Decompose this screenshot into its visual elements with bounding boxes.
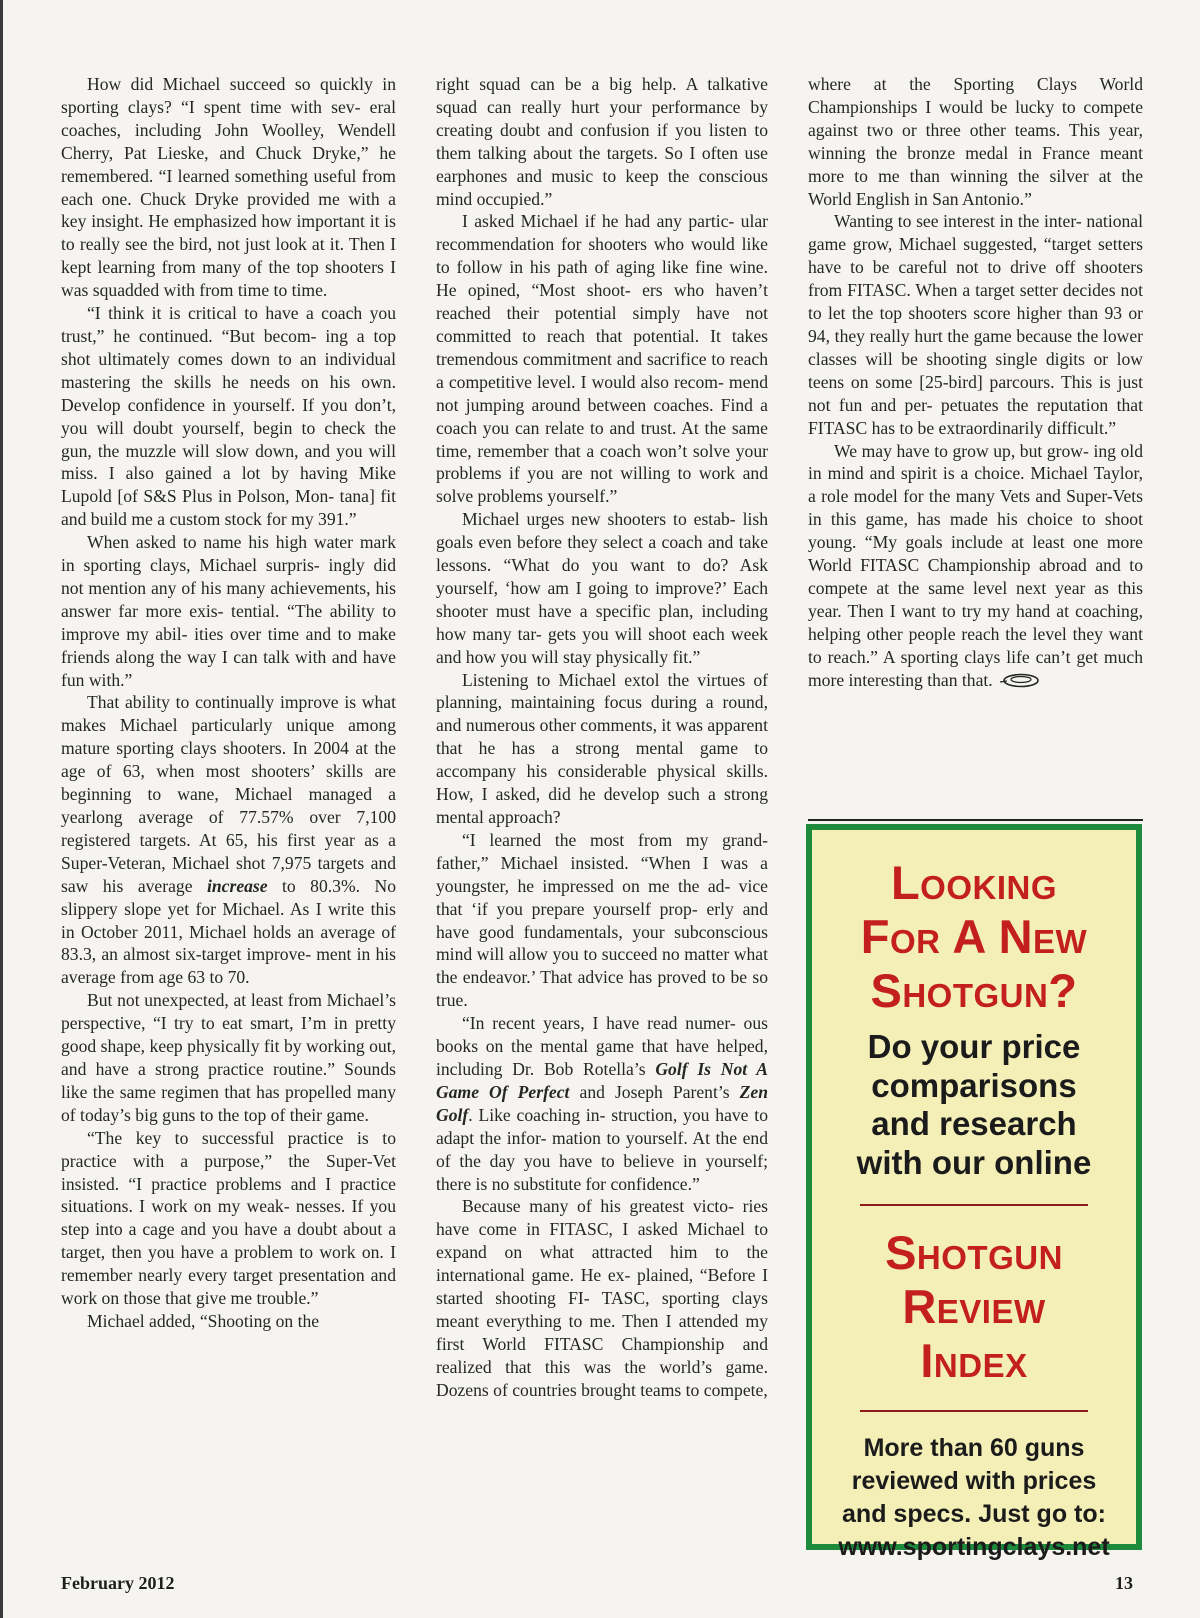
ad-headline-line: Shotgun? — [870, 964, 1078, 1017]
book-title: Zen Golf — [436, 1081, 768, 1125]
column-rule — [808, 819, 1143, 821]
ad-headline-line: Looking — [890, 856, 1058, 909]
paragraph: I asked Michael if he had any partic- ular recommendation for shooters who would like to follow in his path of aging like fine wine. He opined, “Most shoot- ers who haven’t reached their potential simply have not committed to reach that potential. It takes tremendous commitment and sacrifice to reach a competitive level. I would also recom- mend not jumping around between coaches. Find a coach you can relate to and trust. At the same time, remember that a coach won’t solve your problems if you are not willing to work and solve problems yourself.” — [436, 211, 768, 507]
paragraph: “I think it is critical to have a coach you trust,” he continued. “But becom- ing a top shot ultimately comes down to an individual mastering the skills he needs on his own. Develop confidence in yourself. If you don’t, you will doubt yourself, begin to check the gun, the muzzle will slow down, and you will miss. I also gained a lot by having Mike Lupold [of S&S Plus in Polson, Mon- tana] fit and build me a custom stock for my 391.” — [61, 303, 396, 530]
paragraph: Michael urges new shooters to estab- lish goals even before they select a coach and take lessons. “What do you want to do? Ask yourself, ‘how am I going to improve?’ Each shooter must have a specific plan, including how many tar- gets you will shoot each week and how you will stay physically fit.” — [436, 509, 768, 667]
ad-footer-line: and specs. Just go to: — [842, 1500, 1106, 1528]
paragraph-text: . Like coaching in- struction, you have to adapt the infor- mation to yourself. At the end of the day you have to believe in yourself; there is no substitute for confidence.” — [436, 1104, 768, 1194]
issue-date: February 2012 — [61, 1573, 175, 1593]
ad-headline-line: For A New — [860, 910, 1088, 963]
emphasis-text: increase — [206, 875, 268, 896]
paragraph: Listening to Michael extol the virtues of planning, maintaining focus during a round, and numerous other comments, it was apparent that he has a strong mental game to accompany his considerable physical skills. How, I asked, did he develop such a strong mental approach? — [436, 669, 768, 827]
book-title: Golf Is Not A Game Of Perfect — [436, 1058, 768, 1102]
paragraph: Michael added, “Shooting on the — [87, 1310, 320, 1331]
ad-title-line: Index — [920, 1334, 1028, 1387]
paragraph: But not unexpected, at least from Michael’s perspective, “I try to eat smart, I’m in pretty good shape, keep physically fit by working out, and have a strong practice routine.” Sounds like the same regimen that has propelled many of today’s big guns to the top of their game. — [61, 990, 396, 1125]
paragraph-text: We may have to grow up, but grow- ing old in mind and spirit is a choice. Michael Taylor, a role model for the many Vets and Super-Vets in this game, has made his choice to shoot young. “My goals include at least one more World FITASC Championship abroad and to compete at the same level next year as this year. Then I want to try my hand at coaching, helping other people reach the level they want to reach.” A sporting clays life can’t get much more interesting than that. — [808, 440, 1143, 690]
shotgun-review-ad[interactable] — [806, 824, 1142, 1561]
ad-title-line: Review — [902, 1280, 1046, 1333]
paragraph — [61, 691, 396, 989]
ad-panel — [812, 830, 1136, 1561]
article-column-1 — [61, 73, 396, 1333]
ad-body-line: with our online — [856, 1143, 1092, 1181]
paragraph: “The key to successful practice is to practice with a purpose,” the Super-Vet insisted. “I practice problems and I practice situations. I work on my weak- nesses. If you step into a cage and you have a doubt about a target, then you have a problem to work on. I remember nearly every target presentation and work on those that give me trouble.” — [61, 1127, 396, 1309]
paragraph-text: and Joseph Parent’s — [569, 1081, 740, 1102]
ad-body-line: Do your price — [867, 1028, 1081, 1065]
paragraph: Because many of his greatest victo- ries have come in FITASC, I asked Michael to expand on what attracted him to the international game. He ex- plained, “Before I started shooting FI- TASC, sporting clays meant everything to me. Then I attended my first World FITASC Championship and realized that this was the world’s game. Dozens of countries brought teams to compete, — [436, 1196, 768, 1400]
ad-body-line: comparisons — [871, 1066, 1077, 1104]
paragraph: How did Michael succeed so quickly in sporting clays? “I spent time with sev- eral coaches, including John Woolley, Wendell Cherry, Pat Lieske, and Chuck Dryke,” he remembered. “I learned something useful from each one. Chuck Dryke provided me with a key insight. He emphasized how important it is to really see the bird, not just look at it. Then I kept learning from many of the top shooters I was squadded with from time to time. — [61, 74, 396, 301]
ad-divider — [860, 1410, 1088, 1412]
ad-title-line: Shotgun — [885, 1226, 1063, 1279]
ad-footer-line: More than 60 guns — [863, 1434, 1085, 1462]
ad-website-link[interactable]: www.sportingclays.net — [838, 1533, 1110, 1561]
page-left-edge — [0, 0, 3, 1618]
paragraph: where at the Sporting Clays World Championships I would be lucky to compete against two or three other teams. This year, winning the bronze medal in France meant more to me than winning the silver at the World English in San Antonio.” — [808, 74, 1143, 209]
paragraph-text: to 80.3%. No slippery slope yet for Michael. As I write this in October 2011, Michael holds an average of 83.3, an almost six-target improve- ment in his average from age 63 to 70. — [61, 875, 396, 988]
clay-target-end-icon — [999, 673, 1039, 688]
article-column-2 — [436, 73, 768, 1402]
paragraph: When asked to name his high water mark in sporting clays, Michael surpris- ingly did not mention any of his many achievements, his answer far more exis- tential. “The ability to improve my abil- ities over time and to make friends along the way I can talk with and have fun with.” — [61, 532, 396, 690]
page-number: 13 — [1115, 1573, 1133, 1593]
ad-divider — [860, 1204, 1088, 1206]
paragraph — [808, 440, 1143, 692]
paragraph — [436, 1012, 768, 1195]
article-column-3 — [808, 73, 1143, 691]
paragraph: “I learned the most from my grand- father,” Michael insisted. “When I was a youngster, he impressed on me the ad- vice that ‘if you prepare yourself prop- erly and have good fundamentals, your subconscious mind will allow you to succeed no matter what the endeavor.’ That advice has proved to be so true. — [436, 829, 768, 1011]
paragraph-text: “In recent years, I have read numer- ous books on the mental game that have helped, including Dr. Bob Rotella’s — [436, 1013, 768, 1079]
ad-body-line: and research — [871, 1105, 1077, 1142]
paragraph: Wanting to see interest in the inter- national game grow, Michael suggested, “target setters have to be careful not to drive off shooters from FITASC. When a target setter decides not to let the top shooters score higher than 93 or 94, they really hurt the game because the lower classes will be shooting single digits or low teens on some [25-bird] parcours. This is just not fun and per- petuates the reputation that FITASC has to be extraordinarily difficult.” — [808, 211, 1143, 438]
paragraph: right squad can be a big help. A talkative squad can really hurt your performance by creating doubt and confusion if you listen to them talking about the targets. So I often use earphones and music to keep the conscious mind occupied.” — [436, 74, 768, 209]
paragraph-text: That ability to continually improve is what makes Michael particularly unique among mature sporting clays shooters. In 2004 at the age of 63, when most shooters’ skills are beginning to wane, Michael managed a yearlong average of 77.57% over 7,100 registered targets. At 65, his first year as a Super-Veteran, Michael shot 7,975 targets and saw his average — [61, 692, 396, 896]
ad-footer-line: reviewed with prices — [851, 1467, 1097, 1495]
